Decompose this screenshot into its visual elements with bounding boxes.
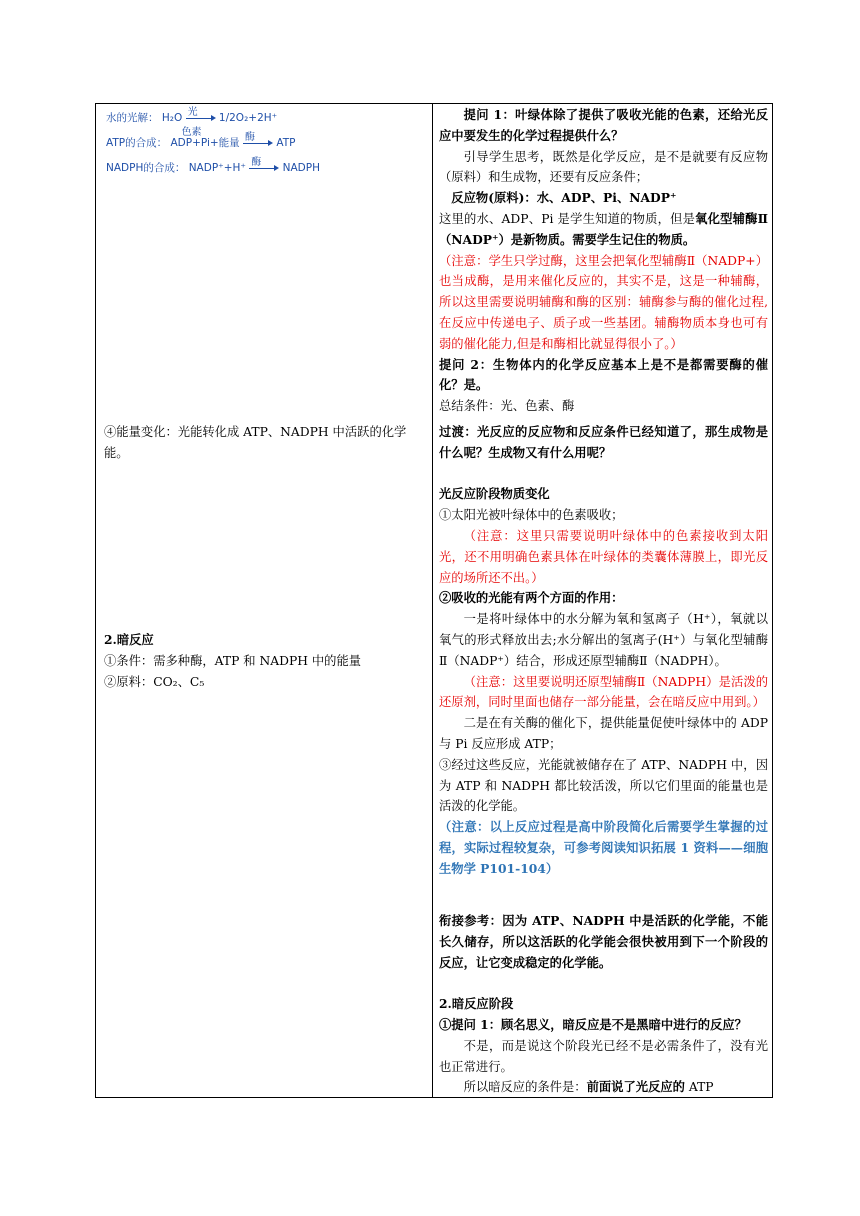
energy-change-text: ④能量变化：光能转化成 ATP、NADPH 中活跃的化学能。	[104, 425, 407, 460]
question-1: 提问 1：叶绿体除了提供了吸收光能的色素，还给光反应中要发生的化学过程提供什么？	[439, 107, 768, 143]
water-photolysis-equation: 水的光解： H₂O 光 色素 1/2O₂+2H⁺	[106, 107, 278, 138]
reactants-text: 反应物(原料)：水、ADP、Pi、NADP⁺	[451, 190, 677, 206]
right-column	[434, 104, 772, 1097]
lesson-table	[95, 103, 773, 1098]
note-coenzyme: （注意：学生只学过酶，这里会把氧化型辅酶Ⅱ（NADP+）也当成酶，是用来催化反应的，其实不是，这是一种辅酶，所以这里需要说明辅酶和酶的区别：辅酶参与酶的催化过程,在反应中传递电子、质子或一些基团。辅酶物质本身也可有弱的催化能力,但是和酶相比就显得很小了。）	[439, 253, 768, 351]
reaction-arrow-icon: 酶	[249, 163, 279, 173]
dark-question-1: ①提问 1：顾名思义，暗反应是不是黑暗中进行的反应？	[439, 1016, 747, 1032]
bridge-text: 衔接参考：因为 ATP、NADPH 中是活跃的化学能，不能长久储存，所以这活跃的化学能会很快被用到下一个阶段的反应，让它变成稳定的化学能。	[439, 913, 768, 970]
note-reference: （注意：以上反应过程是高中阶段简化后需要学生掌握的过程，实际过程较复杂，可参考阅读知识拓展 1 资料——细胞生物学 P101-104）	[439, 819, 768, 876]
dark-reaction-material: ②原料：CO₂、C₅	[104, 675, 205, 689]
step-3: ③经过这些反应，光能就被储存在了 ATP、NADPH 中，因为 ATP 和 NADPH 都比较活泼，所以它们里面的能量也是活泼的化学能。	[439, 757, 768, 814]
equation-image	[106, 106, 320, 176]
step-2a: 一是将叶绿体中的水分解为氧和氢离子（H⁺），氧就以氧气的形式释放出去;水分解出的氢离子(H⁺）与氧化型辅酶Ⅱ（NADP⁺）结合，形成还原型辅酶Ⅱ（NADPH）。	[439, 612, 768, 668]
dark-condition-text: 所以暗反应的条件是：前面说了光反应的 ATP	[463, 1079, 714, 1095]
dark-reaction-condition: ①条件：需多种酶，ATP 和 NADPH 中的能量	[104, 654, 362, 668]
column-divider	[432, 104, 433, 1097]
dark-stage-title: 2.暗反应阶段	[439, 996, 514, 1012]
light-stage-title: 光反应阶段物质变化	[439, 486, 550, 502]
guide-text: 引导学生思考，既然是化学反应，是不是就要有反应物（原料）和生成物，还要有反应条件；	[439, 149, 768, 185]
question-2: 提问 2：生物体内的化学反应基本上是不是都需要酶的催化？是。	[439, 356, 768, 393]
note-pigment: （注意：这里只需要说明叶绿体中的色素接收到太阳光，还不用明确色素具体在叶绿体的类囊体薄膜上，即光反应的场所还不出。）	[439, 528, 768, 585]
note-nadph: （注意：这里要说明还原型辅酶Ⅱ（NADPH）是活泼的还原剂，同时里面也储存一部分能量，会在暗反应中用到。）	[439, 674, 768, 710]
lesson-notes-part2	[439, 422, 768, 880]
lesson-notes-part1	[439, 105, 768, 417]
step-2: ②吸收的光能有两个方面的作用：	[439, 590, 624, 606]
dark-answer: 不是，而是说这个阶段光已经不是必需条件了，没有光也正常进行。	[439, 1038, 768, 1074]
reaction-arrow-icon: 光 色素	[186, 113, 216, 123]
lesson-notes-part3	[439, 911, 768, 1098]
nadph-synthesis-equation: NADPH的合成： NADP⁺+H⁺ 酶 NADPH	[106, 157, 320, 174]
left-column	[96, 104, 432, 1097]
step-2b: 二是在有关酶的催化下，提供能量促使叶绿体中的 ADP 与 Pi 反应形成 ATP；	[439, 716, 768, 751]
dark-reaction-title: 2.暗反应	[104, 632, 154, 647]
step-1: ①太阳光被叶绿体中的色素吸收；	[439, 508, 624, 523]
known-substances-text: 这里的水、ADP、Pi 是学生知道的物质，但是氧化型辅酶Ⅱ（NADP⁺）是新物质。需要学生记住的物质。	[439, 210, 768, 247]
summary-conditions: 总结条件：光、色素、酶	[439, 399, 575, 414]
reaction-arrow-icon: 酶	[243, 138, 273, 148]
transition-text: 过渡：光反应的反应物和反应条件已经知道了，那生成物是什么呢？生成物又有什么用呢？	[439, 424, 768, 460]
atp-synthesis-equation: ATP的合成： ADP+Pi+能量 酶 ATP	[106, 132, 296, 149]
